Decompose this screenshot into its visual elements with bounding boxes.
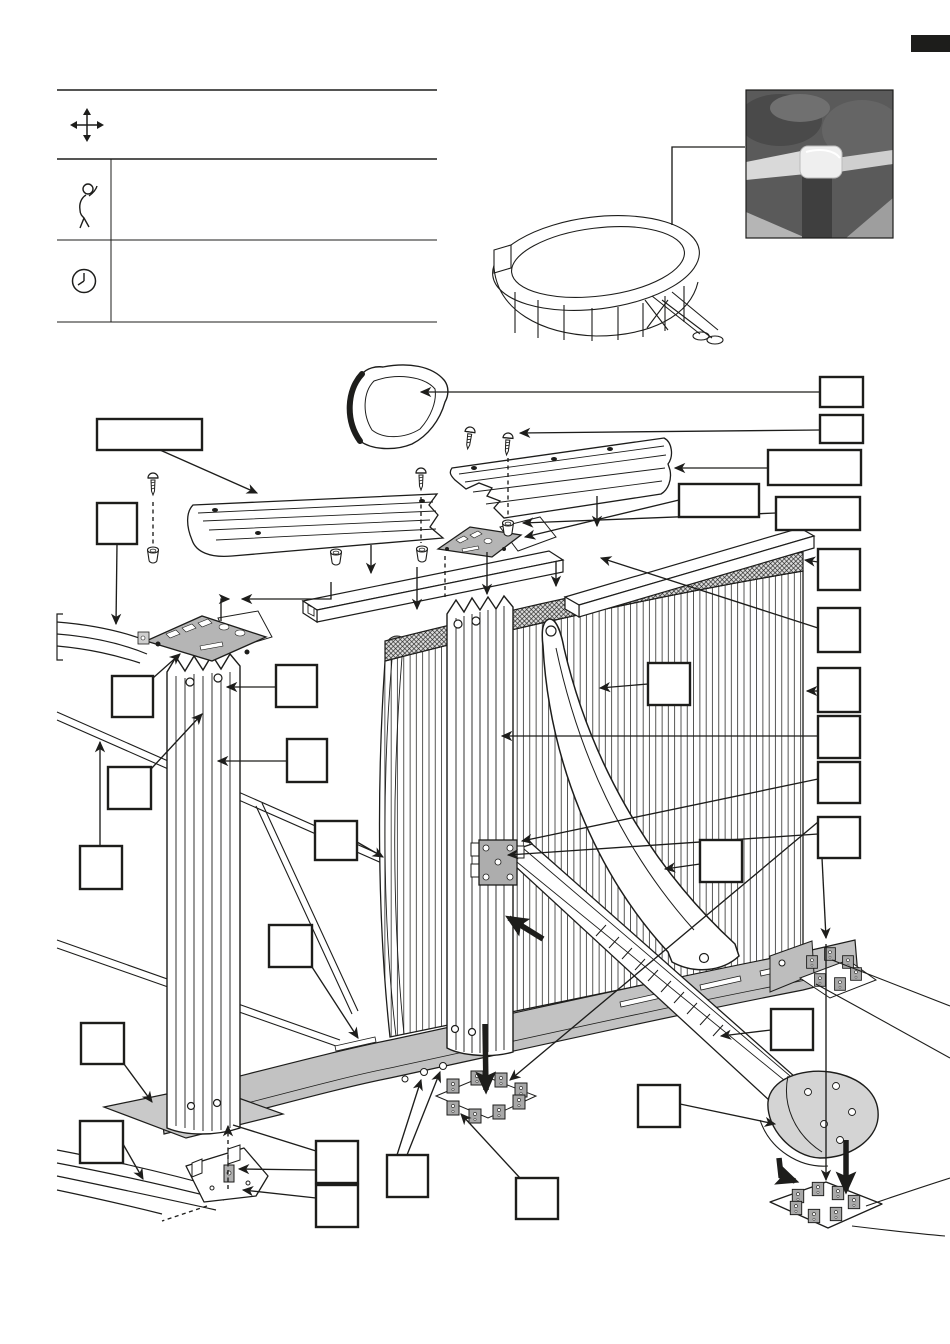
callout-box-l7 xyxy=(80,1121,123,1163)
support-foot-cover xyxy=(760,1071,878,1166)
leader-r6 xyxy=(805,560,818,562)
callout-box-r10 xyxy=(818,762,860,803)
leader-b4b xyxy=(407,1072,440,1155)
pool-overview-illustration xyxy=(487,205,723,344)
callout-box-r1 xyxy=(820,377,863,407)
callout-box-m2 xyxy=(700,840,742,882)
callout-box-l1 xyxy=(97,419,202,450)
callout-box-b5 xyxy=(516,1178,558,1219)
callout-box-m5 xyxy=(315,821,357,860)
callout-box-r5 xyxy=(776,497,860,530)
person-icon xyxy=(80,184,97,228)
upright-post-left xyxy=(167,654,240,1134)
leader-push-center xyxy=(485,1024,486,1090)
callout-box-r8 xyxy=(818,668,860,712)
callout-box-r7 xyxy=(818,608,860,652)
four-way-arrows-icon xyxy=(70,108,104,142)
callout-box-m4 xyxy=(287,739,327,782)
upright-top-plate-left xyxy=(138,611,272,661)
callout-box-r11 xyxy=(818,817,860,858)
leader-l1 xyxy=(160,450,257,493)
callout-box-l4 xyxy=(108,767,151,809)
top-rail-left xyxy=(188,494,443,556)
base-plate-right xyxy=(770,1182,882,1228)
callout-box-r2 xyxy=(820,415,863,443)
callout-box-b7 xyxy=(771,1009,813,1050)
callout-box-l3 xyxy=(112,676,153,717)
exploded-diagram xyxy=(57,365,950,1236)
leader-r11b xyxy=(822,858,826,938)
leader-hook-foot xyxy=(779,1158,795,1181)
callout-box-r4 xyxy=(679,484,759,517)
leader-l7 xyxy=(123,1144,143,1179)
page-corner-tab xyxy=(911,35,950,52)
leader-b2a xyxy=(233,1125,316,1151)
clock-icon xyxy=(73,270,96,293)
leader-b5 xyxy=(461,1114,520,1178)
callout-box-b2 xyxy=(316,1141,358,1183)
oval-top-ledge-left xyxy=(57,614,150,663)
callout-box-r6 xyxy=(818,549,860,590)
leader-join-right xyxy=(242,582,331,599)
top-rail-right xyxy=(450,438,671,518)
leader-r2 xyxy=(520,430,820,433)
leader-l2 xyxy=(116,544,117,624)
leader-ground-dash xyxy=(162,1206,207,1221)
brace-bracket-plate xyxy=(471,840,524,885)
leader-b6 xyxy=(680,1104,775,1124)
info-table xyxy=(57,90,437,322)
leader-b4a xyxy=(397,1080,421,1155)
callout-box-m1 xyxy=(648,663,690,705)
callout-box-b1 xyxy=(269,925,312,967)
callout-box-b4 xyxy=(387,1155,428,1197)
callout-box-l2 xyxy=(97,503,137,544)
callout-box-r9 xyxy=(818,716,860,758)
leader-photo-callout xyxy=(672,147,745,225)
callout-box-r3 xyxy=(768,450,861,485)
callout-box-l6 xyxy=(81,1023,124,1064)
upright-post-center xyxy=(447,596,513,1055)
callout-box-l5 xyxy=(80,846,122,889)
callout-box-m3 xyxy=(276,665,317,707)
detail-photo-inset xyxy=(738,90,902,238)
top-rail-cap xyxy=(350,365,448,449)
callout-box-b3 xyxy=(316,1185,358,1227)
callout-box-b6 xyxy=(638,1085,680,1127)
leader-l6 xyxy=(124,1064,152,1102)
